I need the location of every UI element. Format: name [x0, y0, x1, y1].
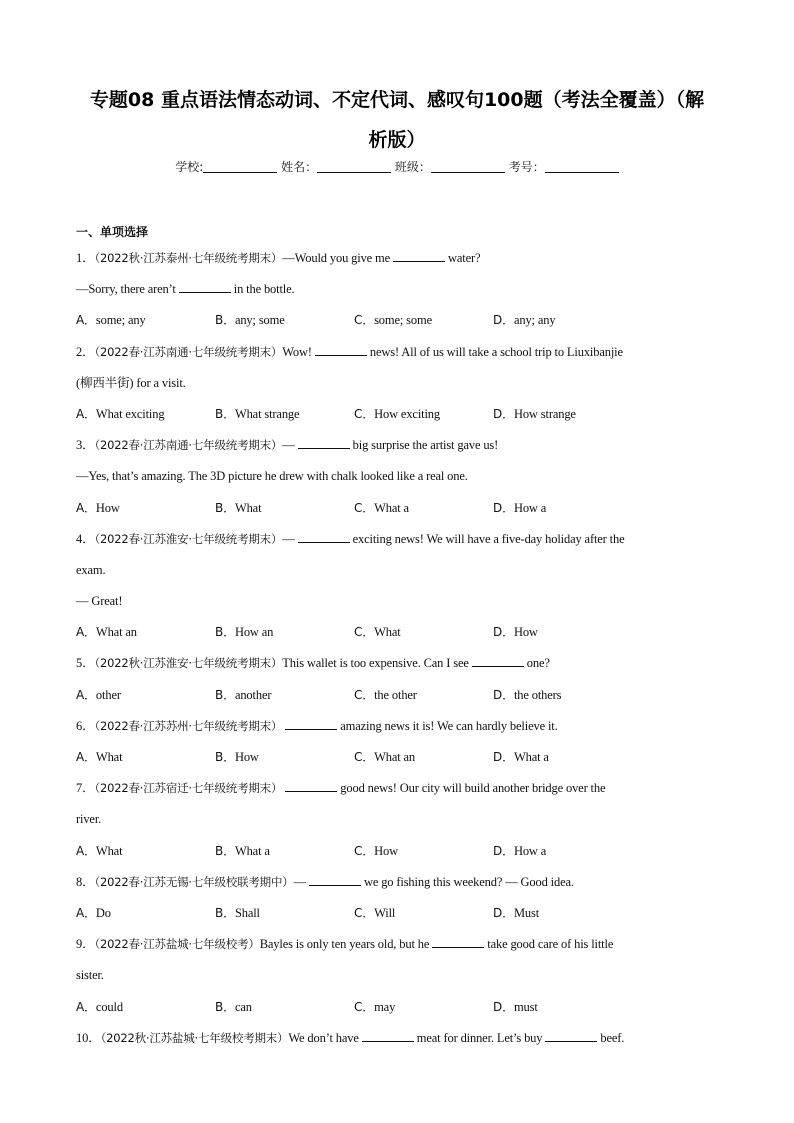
question-text: exciting news! We will have a five-day holiday after the [352, 531, 625, 546]
option-letter: D． [493, 999, 514, 1014]
option-a[interactable] [76, 680, 215, 711]
option-letter: B． [215, 313, 235, 328]
options-row [76, 742, 718, 773]
options-row [76, 493, 718, 524]
option-text: What an [95, 625, 137, 640]
option-c[interactable] [354, 898, 493, 929]
option-text: What [374, 625, 401, 640]
option-a[interactable] [76, 305, 215, 336]
options-row [76, 992, 718, 1023]
option-text: What an [374, 750, 416, 764]
question-text: beef. [600, 1030, 625, 1045]
option-d[interactable] [493, 680, 632, 711]
option-text: any; any [513, 313, 556, 328]
question-source: （2022秋·江苏泰州·七年级统考期末） [94, 251, 283, 265]
option-b[interactable] [215, 617, 354, 648]
option-c[interactable] [354, 992, 493, 1023]
answer-blank [432, 937, 484, 948]
option-text: What exciting [95, 406, 165, 421]
option-letter: B． [215, 625, 235, 640]
question-text: one? [526, 656, 550, 671]
question-text: —Yes, that’s amazing. The 3D picture he drew with chalk looked like a real one. [76, 469, 468, 484]
question-text: we go fishing this weekend? — Good idea. [363, 874, 574, 889]
answer-blank [545, 1031, 597, 1042]
option-text: How exciting [374, 406, 440, 421]
question-text: — [282, 531, 295, 546]
question-stem [76, 337, 718, 368]
option-a[interactable] [76, 617, 215, 648]
option-d[interactable] [493, 399, 632, 430]
option-d[interactable] [493, 992, 632, 1023]
option-letter: D． [493, 905, 514, 920]
option-d[interactable] [493, 898, 632, 929]
option-text: How [95, 500, 120, 515]
option-text: some; any [95, 313, 146, 328]
question-source: （2022春·江苏南通·七年级统考期末） [94, 344, 283, 359]
option-b[interactable] [215, 305, 354, 336]
option-b[interactable] [215, 493, 354, 524]
option-a[interactable] [76, 992, 215, 1023]
option-letter: C． [354, 500, 375, 515]
option-text: must [513, 999, 538, 1014]
option-text: What a [234, 843, 270, 858]
option-text: other [95, 687, 121, 702]
options-row [76, 680, 718, 711]
option-letter: B． [215, 843, 235, 858]
option-c[interactable] [354, 836, 493, 867]
option-text: What [95, 843, 123, 858]
option-text: may [374, 999, 396, 1014]
options-row [76, 617, 718, 648]
option-b[interactable] [215, 680, 354, 711]
option-a[interactable] [76, 742, 215, 773]
option-letter: C． [354, 750, 375, 764]
option-b[interactable] [215, 836, 354, 867]
option-text: the others [513, 687, 562, 702]
question-text: take good care of his little [487, 937, 614, 952]
option-text: some; some [374, 313, 432, 328]
option-text: Must [513, 905, 540, 920]
question-number: 7． [76, 781, 95, 796]
option-a[interactable] [76, 399, 215, 430]
option-letter: D． [493, 750, 514, 764]
question-text: exam. [76, 562, 106, 577]
question-continuation [76, 804, 718, 835]
question-stem [76, 243, 718, 274]
question-text: water? [448, 251, 481, 265]
question-list [76, 243, 718, 1054]
option-d[interactable] [493, 836, 632, 867]
option-c[interactable] [354, 617, 493, 648]
option-a[interactable] [76, 836, 215, 867]
question-stem [76, 648, 718, 679]
question-stem [76, 430, 718, 461]
option-letter: D． [493, 500, 514, 515]
option-d[interactable] [493, 742, 632, 773]
option-text: could [95, 999, 123, 1014]
question-source: （2022秋·江苏淮安·七年级统考期末） [94, 656, 283, 671]
option-letter: D． [493, 687, 514, 702]
option-text: What strange [234, 406, 300, 421]
option-text: Will [374, 905, 396, 920]
option-c[interactable] [354, 742, 493, 773]
question-text: river. [76, 812, 102, 827]
question-text: good news! Our city will build another bridge over the [340, 781, 606, 796]
option-c[interactable] [354, 493, 493, 524]
school-blank [203, 160, 277, 173]
answer-blank [285, 781, 337, 792]
option-text: can [234, 999, 252, 1014]
student-info-row [0, 158, 794, 175]
class-blank [431, 160, 505, 173]
question-continuation [76, 368, 718, 399]
option-letter: A． [76, 625, 96, 640]
question-source: （2022春·江苏苏州·七年级统考期末） [94, 718, 283, 733]
answer-blank [315, 345, 367, 356]
option-letter: C． [354, 406, 375, 421]
option-text: How a [513, 500, 547, 515]
question-stem [76, 711, 718, 742]
question-text: meat for dinner. Let’s buy [416, 1030, 543, 1045]
question-stem [76, 524, 718, 555]
question-text: big surprise the artist gave us! [352, 438, 499, 453]
question-text: — [282, 438, 295, 453]
section-title: 一、单项选择 [76, 225, 149, 239]
question-text: (柳西半街) for a visit. [76, 375, 186, 390]
question-text: in the bottle. [233, 282, 295, 297]
answer-blank [179, 282, 231, 293]
options-row [76, 305, 718, 336]
option-letter: A． [76, 687, 96, 702]
option-letter: A． [76, 500, 96, 515]
question-source: （2022春·江苏盐城·七年级校考） [94, 937, 260, 952]
option-text: How a [513, 843, 547, 858]
option-text: What a [374, 500, 409, 515]
answer-blank [309, 875, 361, 886]
question-text: —Sorry, there aren’t [76, 282, 176, 297]
option-letter: A． [76, 905, 96, 920]
question-text: news! All of us will take a school trip to Liuxibanjie [369, 344, 623, 359]
option-letter: A． [76, 406, 96, 421]
title-line-1: 专题08 重点语法情态动词、不定代词、感叹句100题（考法全覆盖）（解 [89, 89, 705, 111]
answer-blank [472, 656, 524, 667]
option-letter: B． [215, 406, 235, 421]
name-label: 姓名： [281, 160, 318, 174]
option-text: any; some [234, 313, 285, 328]
question-text: Wow! [282, 344, 312, 359]
question-number: 5． [76, 656, 95, 671]
answer-blank [285, 719, 337, 730]
question-text: — [293, 874, 306, 889]
question-source: （2022春·江苏无锡·七年级校联考期中） [94, 874, 294, 889]
option-letter: B． [215, 687, 235, 702]
option-text: What a [513, 750, 549, 764]
option-c[interactable] [354, 305, 493, 336]
name-blank [317, 160, 391, 173]
option-c[interactable] [354, 680, 493, 711]
option-letter: D． [493, 843, 514, 858]
class-label: 班级： [394, 160, 431, 174]
question-stem [76, 1023, 718, 1054]
answer-blank [298, 438, 350, 449]
option-a[interactable] [76, 898, 215, 929]
option-text: What [234, 500, 262, 515]
option-text: How strange [513, 406, 576, 421]
question-text: We don’t have [288, 1030, 359, 1045]
option-letter: C． [354, 843, 375, 858]
options-row [76, 898, 718, 929]
option-letter: C． [354, 687, 375, 702]
option-letter: D． [493, 625, 514, 640]
question-number: 2． [76, 344, 95, 359]
option-text: the other [374, 687, 417, 702]
question-source: （2022春·江苏宿迁·七年级统考期末） [94, 781, 283, 796]
option-letter: C． [354, 625, 375, 640]
option-text: How [513, 625, 538, 640]
question-text: — Great! [76, 594, 123, 609]
option-text: Do [95, 905, 111, 920]
question-text: amazing news it is! We can hardly believe it. [340, 718, 558, 733]
option-letter: A． [76, 750, 96, 764]
question-text: —Would you give me [282, 251, 391, 265]
option-text: another [234, 687, 272, 702]
option-letter: B． [215, 905, 235, 920]
option-letter: C． [354, 313, 375, 328]
question-stem [76, 773, 718, 804]
question-continuation [76, 586, 718, 617]
option-letter: B． [215, 750, 235, 764]
option-b[interactable] [215, 399, 354, 430]
option-b[interactable] [215, 898, 354, 929]
question-number: 10． [76, 1030, 101, 1045]
answer-blank [298, 532, 350, 543]
option-b[interactable] [215, 742, 354, 773]
option-letter: C． [354, 905, 375, 920]
options-row [76, 836, 718, 867]
question-stem [76, 929, 718, 960]
question-continuation [76, 960, 718, 991]
answer-blank [362, 1031, 414, 1042]
option-d[interactable] [493, 305, 632, 336]
option-letter: A． [76, 999, 96, 1014]
option-letter: D． [493, 313, 514, 328]
answer-blank [393, 251, 445, 262]
question-number: 4． [76, 531, 95, 546]
option-b[interactable] [215, 992, 354, 1023]
question-number: 6． [76, 718, 95, 733]
question-number: 9． [76, 937, 95, 952]
option-text: How [234, 750, 259, 764]
option-text: What [95, 750, 123, 764]
question-text: sister. [76, 968, 104, 983]
option-c[interactable] [354, 399, 493, 430]
option-letter: C． [354, 999, 375, 1014]
number-blank [545, 160, 619, 173]
school-label: 学校: [175, 160, 204, 174]
option-letter: A． [76, 843, 96, 858]
question-continuation [76, 461, 718, 492]
option-text: How [374, 843, 398, 858]
question-text: This wallet is too expensive. Can I see [282, 656, 469, 671]
question-source: （2022春·江苏南通·七年级统考期末） [94, 438, 283, 453]
option-letter: D． [493, 406, 514, 421]
question-number: 8． [76, 874, 95, 889]
question-source: （2022秋·江苏盐城·七年级校考期末） [100, 1030, 289, 1045]
options-row [76, 399, 718, 430]
number-label: 考号： [508, 160, 545, 174]
document-title [60, 80, 734, 160]
option-a[interactable] [76, 493, 215, 524]
option-letter: A． [76, 313, 96, 328]
option-text: How an [234, 625, 274, 640]
title-line-2: 析版） [368, 129, 426, 151]
question-continuation [76, 274, 718, 305]
question-number: 1． [76, 251, 95, 265]
question-text: Bayles is only ten years old, but he [259, 937, 430, 952]
question-number: 3． [76, 438, 95, 453]
question-stem [76, 867, 718, 898]
question-source: （2022春·江苏淮安·七年级统考期末） [94, 531, 283, 546]
option-letter: B． [215, 500, 235, 515]
option-text: Shall [234, 905, 260, 920]
option-letter: B． [215, 999, 235, 1014]
option-d[interactable] [493, 617, 632, 648]
question-continuation [76, 555, 718, 586]
option-d[interactable] [493, 493, 632, 524]
